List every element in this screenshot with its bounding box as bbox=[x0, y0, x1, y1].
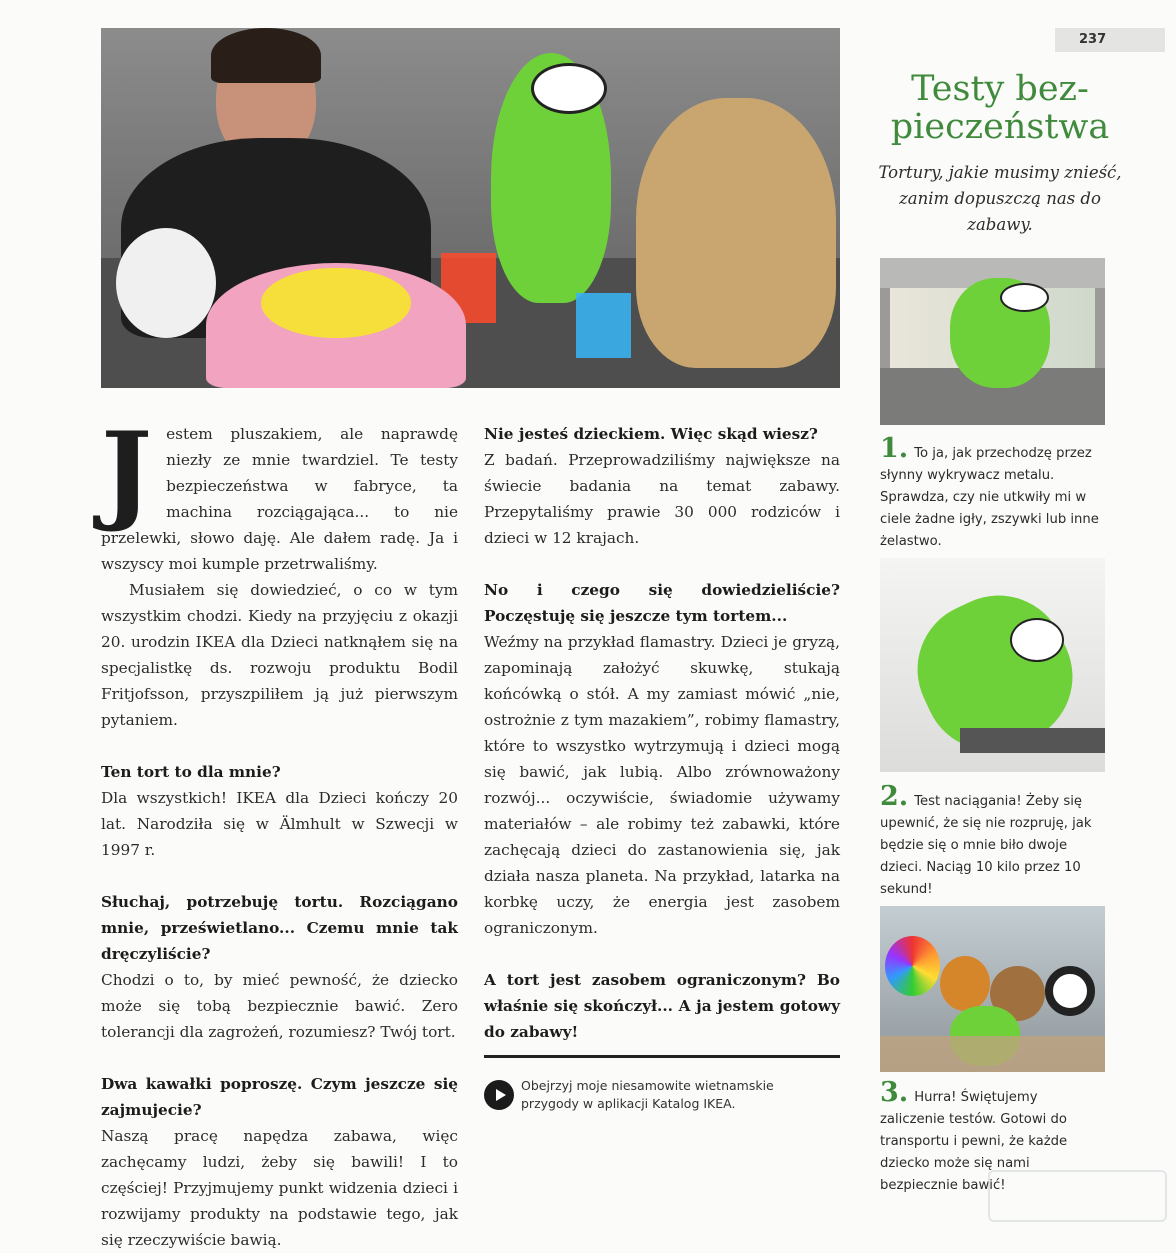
celebration-photo bbox=[880, 906, 1105, 1072]
paragraph-2: Musiałem się dowiedzieć, o co w tym wszystkim chodzi. Kiedy na przyjęciu z okazji 20. urodzin IKEA dla Dzieci natknąłem się na specjalistkę ds. rozwoju produktu Bodil Fritjofsson, przyszpiliłem ją już pierwszym pytaniem. bbox=[101, 581, 458, 729]
metal-detector-photo bbox=[880, 258, 1105, 425]
article-column-1 bbox=[101, 409, 458, 1253]
answer-5: Weźmy na przykład flamastry. Dzieci je gryzą, zapominają założyć skuwkę, stukają końcówką o stół. A my zamiast mówić „nie, ostrożnie z tym mazakiem”, robimy flamastry, które to wszystko wytrzymują i dzieci mogą się bawić, jak lubią. Albo zrównoważony rozwój... oczywiście, świadomie używamy materiałów – ale robimy też zabawki, które zachęcają dzieci do zastanowienia się, jak działa nasza planeta. Na przykład, latarka na korbkę uczy, że energia jest zasobem ograniczonym. bbox=[484, 633, 840, 937]
answer-4: Z badań. Przeprowadziliśmy największe na świecie badania na temat zabawy. Przepytaliśmy prawie 30 000 rodziców i dzieci w 12 krajach. bbox=[484, 451, 840, 547]
question-2: Słuchaj, potrzebuję tortu. Rozciągano mnie, prześwietlano... Czemu mnie tak dręczyliście? bbox=[101, 893, 458, 963]
question-3: Dwa kawałki poproszę. Czym jeszcze się zajmujecie? bbox=[101, 1075, 458, 1119]
step-3-number: 3. bbox=[880, 1077, 909, 1108]
sidebar-title: Testy bez-pieczeństwa bbox=[890, 69, 1110, 147]
intro-paragraph bbox=[101, 409, 458, 577]
step-2-number: 2. bbox=[880, 781, 909, 812]
page-number: 237 bbox=[1055, 28, 1165, 52]
step-1 bbox=[880, 433, 1105, 553]
sidebar-subtitle: Tortury, jakie musimy znieść, zanim dopuszczą nas do zabawy. bbox=[878, 163, 1122, 234]
answer-2: Chodzi o to, by mieć pewność, że dziecko może się tobą bezpiecznie bawić. Zero tolerancji dla zagrożeń, rozumiesz? Twój tort. bbox=[101, 971, 458, 1041]
article-column-2 bbox=[484, 421, 840, 1045]
hero-photo bbox=[101, 28, 840, 388]
answer-3: Naszą pracę napędza zabawa, więc zachęcamy ludzi, żeby się bawili! I to częściej! Przyjmujemy punkt widzenia dzieci i rozwijamy produkty na podstawie tego, jak się rzeczywiście bawią. bbox=[101, 1127, 458, 1249]
drop-cap: J bbox=[101, 409, 153, 535]
question-6: A tort jest zasobem ograniczonym? Bo właśnie się skończył... A ja jestem gotowy do zabawy! bbox=[484, 971, 840, 1041]
divider bbox=[484, 1055, 840, 1058]
video-note[interactable] bbox=[484, 1077, 804, 1113]
step-2 bbox=[880, 781, 1105, 901]
answer-1: Dla wszystkich! IKEA dla Dzieci kończy 20 lat. Narodziła się w Älmhult w Szwecji w 1997 r. bbox=[101, 789, 458, 859]
stretch-test-photo bbox=[880, 558, 1105, 772]
intro-text: estem pluszakiem, ale naprawdę niezły ze mnie twardziel. Te testy bezpieczeństwa w fabryce, ta machina rozciągająca... to nie przelewki, słowo daję. Ale dałem radę. Ja i wszyscy moi kumple przetrwaliśmy. bbox=[101, 425, 458, 573]
step-2-text: Test naciągania! Żeby się upewnić, że się nie rozpruję, jak będzie się o mnie biło dwoje dzieci. Naciąg 10 kilo przez 10 sekund! bbox=[880, 794, 1092, 897]
video-note-text: Obejrzyj moje niesamowite wietnamskie przygody w aplikacji Katalog IKEA. bbox=[521, 1078, 774, 1111]
step-1-text: To ja, jak przechodzę przez słynny wykrywacz metalu. Sprawdza, czy nie utkwiły mi w ciele żadne igły, zszywki lub inne żelastwo. bbox=[880, 446, 1099, 549]
question-1: Ten tort to dla mnie? bbox=[101, 763, 281, 781]
question-4: Nie jesteś dzieckiem. Więc skąd wiesz? bbox=[484, 425, 818, 443]
step-1-number: 1. bbox=[880, 433, 909, 464]
step-3-text: Hurra! Świętujemy zaliczenie testów. Gotowi do transportu i pewni, że każde dziecko może się nami bezpiecznie bawić! bbox=[880, 1090, 1068, 1193]
watermark-logo bbox=[988, 1170, 1167, 1222]
question-5: No i czego się dowiedzieliście? Poczęstuję się jeszcze tym tortem... bbox=[484, 581, 840, 625]
play-icon[interactable] bbox=[484, 1080, 514, 1110]
